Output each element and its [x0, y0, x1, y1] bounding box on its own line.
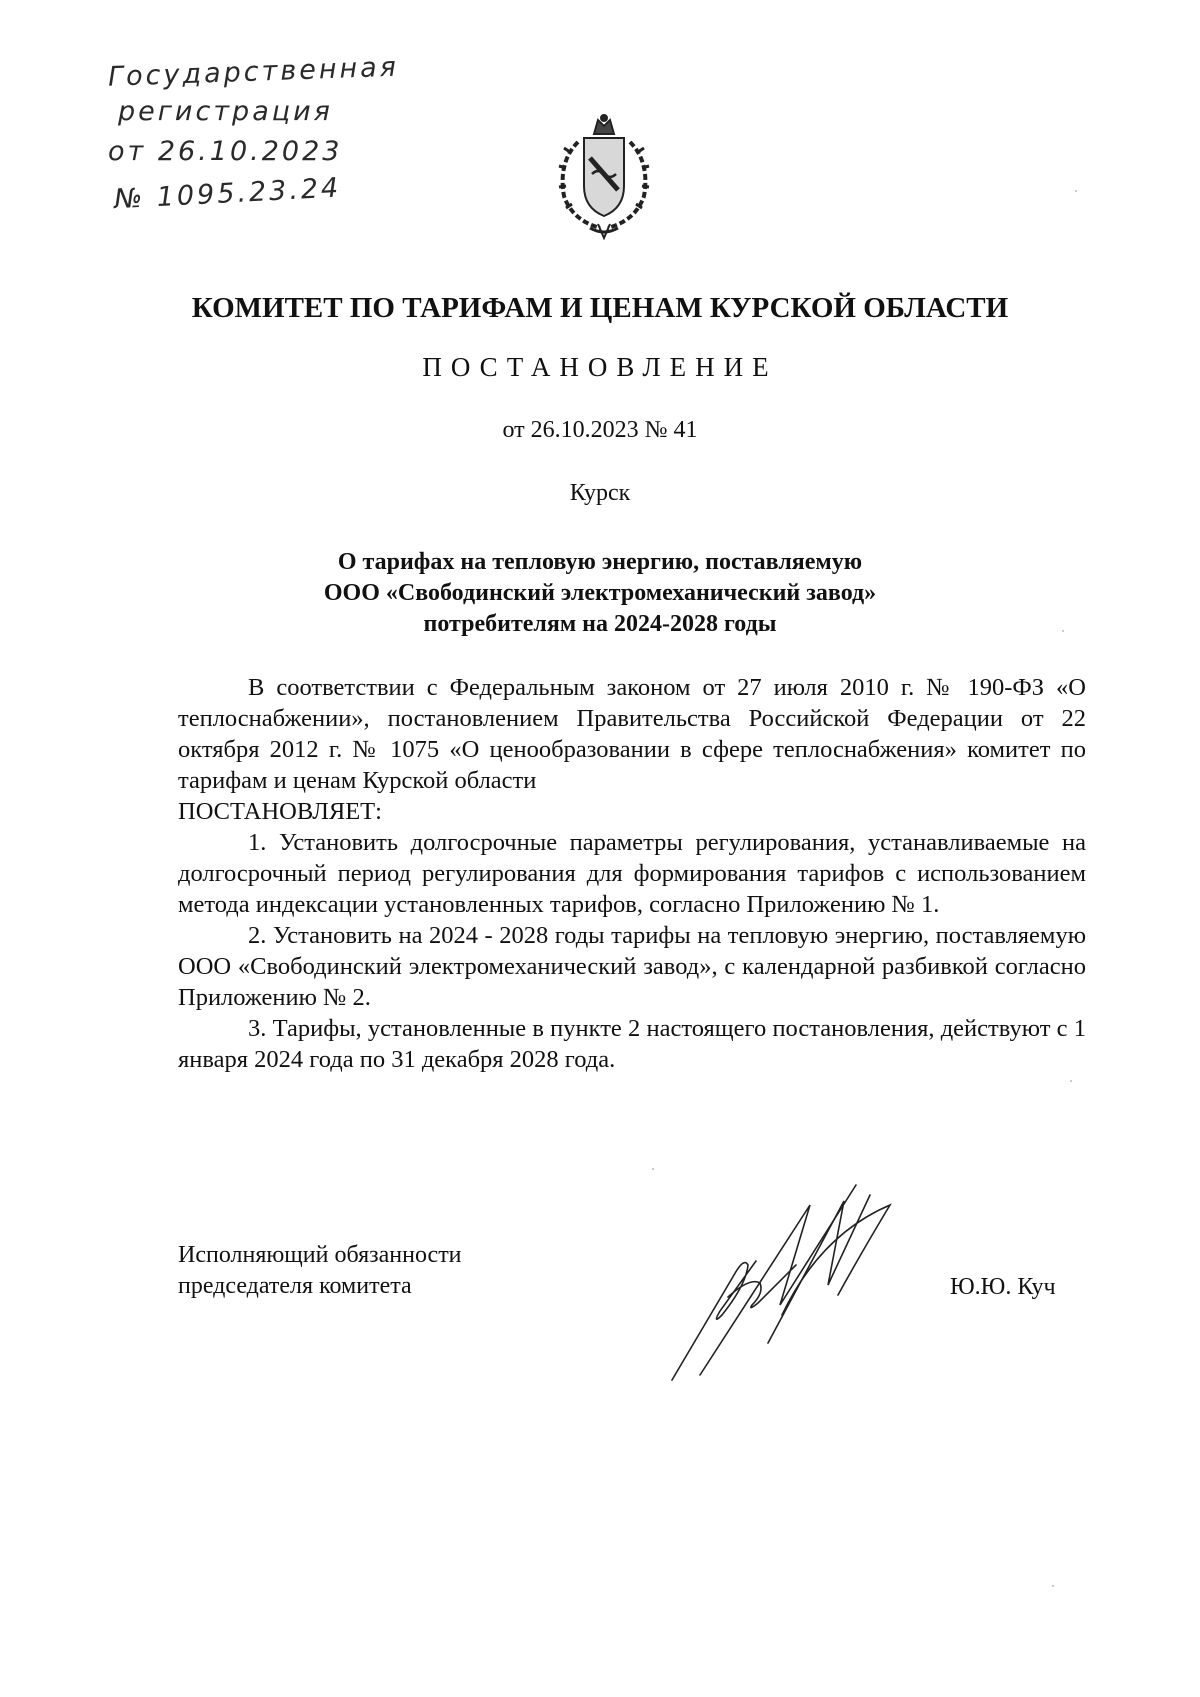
signatory-name: Ю.Ю. Куч: [950, 1274, 1056, 1300]
registration-note-line: № 1095.23.24: [113, 172, 342, 216]
committee-name: КОМИТЕТ ПО ТАРИФАМ И ЦЕНАМ КУРСКОЙ ОБЛАСТИ: [191, 292, 1009, 324]
body-item-2: 2. Установить на 2024 - 2028 годы тарифы на тепловую энергию, поставляемую ООО «Свободинский электромеханический завод», с календарной разбивкой согласно Приложению № 2.: [178, 922, 1086, 1011]
signatory-title: [178, 1240, 578, 1302]
registration-note-line: регистрация: [118, 96, 333, 127]
document-subject: [150, 547, 1050, 640]
subject-line: ООО «Свободинский электромеханический завод»: [323, 580, 877, 606]
scan-speck: [1062, 630, 1064, 632]
document-date-number: от 26.10.2023 № 41: [502, 417, 698, 443]
scan-speck: [652, 1168, 654, 1170]
scan-speck: [1052, 1585, 1054, 1587]
subject-line: потребителям на 2024-2028 годы: [423, 611, 777, 637]
signatory-title-line: председателя комитета: [178, 1273, 412, 1299]
resolves-line: ПОСТАНОВЛЯЕТ:: [178, 798, 382, 825]
handwritten-signature-icon: [660, 1165, 960, 1385]
signatory-title-line: Исполняющий обязанности: [178, 1242, 462, 1268]
body-item-1: 1. Установить долгосрочные параметры регулирования, устанавливаемые на долгосрочный период регулирования для формирования тарифов с использованием метода индексации установленных тарифов, согласно Приложению № 1.: [178, 829, 1086, 918]
preamble-paragraph: В соответствии с Федеральным законом от 27 июля 2010 г. № 190-ФЗ «О теплоснабжении», постановлением Правительства Российской Федерации от 22 октября 2012 г. № 1075 «О ценообразовании в сфере теплоснабжения» комитет по тарифам и ценам Курской области: [178, 674, 1086, 794]
registration-note: [107, 51, 438, 216]
kursk-coat-of-arms-icon: [548, 112, 660, 240]
document-city: Курск: [569, 480, 631, 506]
body-item-3: 3. Тарифы, установленные в пункте 2 настоящего постановления, действуют с 1 января 2024 года по 31 декабря 2028 года.: [178, 1015, 1086, 1073]
registration-note-line: Государственная: [107, 51, 400, 93]
registration-note-line: от 26.10.2023: [108, 136, 343, 167]
scan-speck: [1075, 190, 1077, 192]
scan-speck: [1070, 1080, 1072, 1082]
subject-line: О тарифах на тепловую энергию, поставляемую: [337, 549, 863, 575]
document-type: ПОСТАНОВЛЕНИЕ: [422, 352, 778, 382]
document-body: [178, 672, 1086, 1075]
